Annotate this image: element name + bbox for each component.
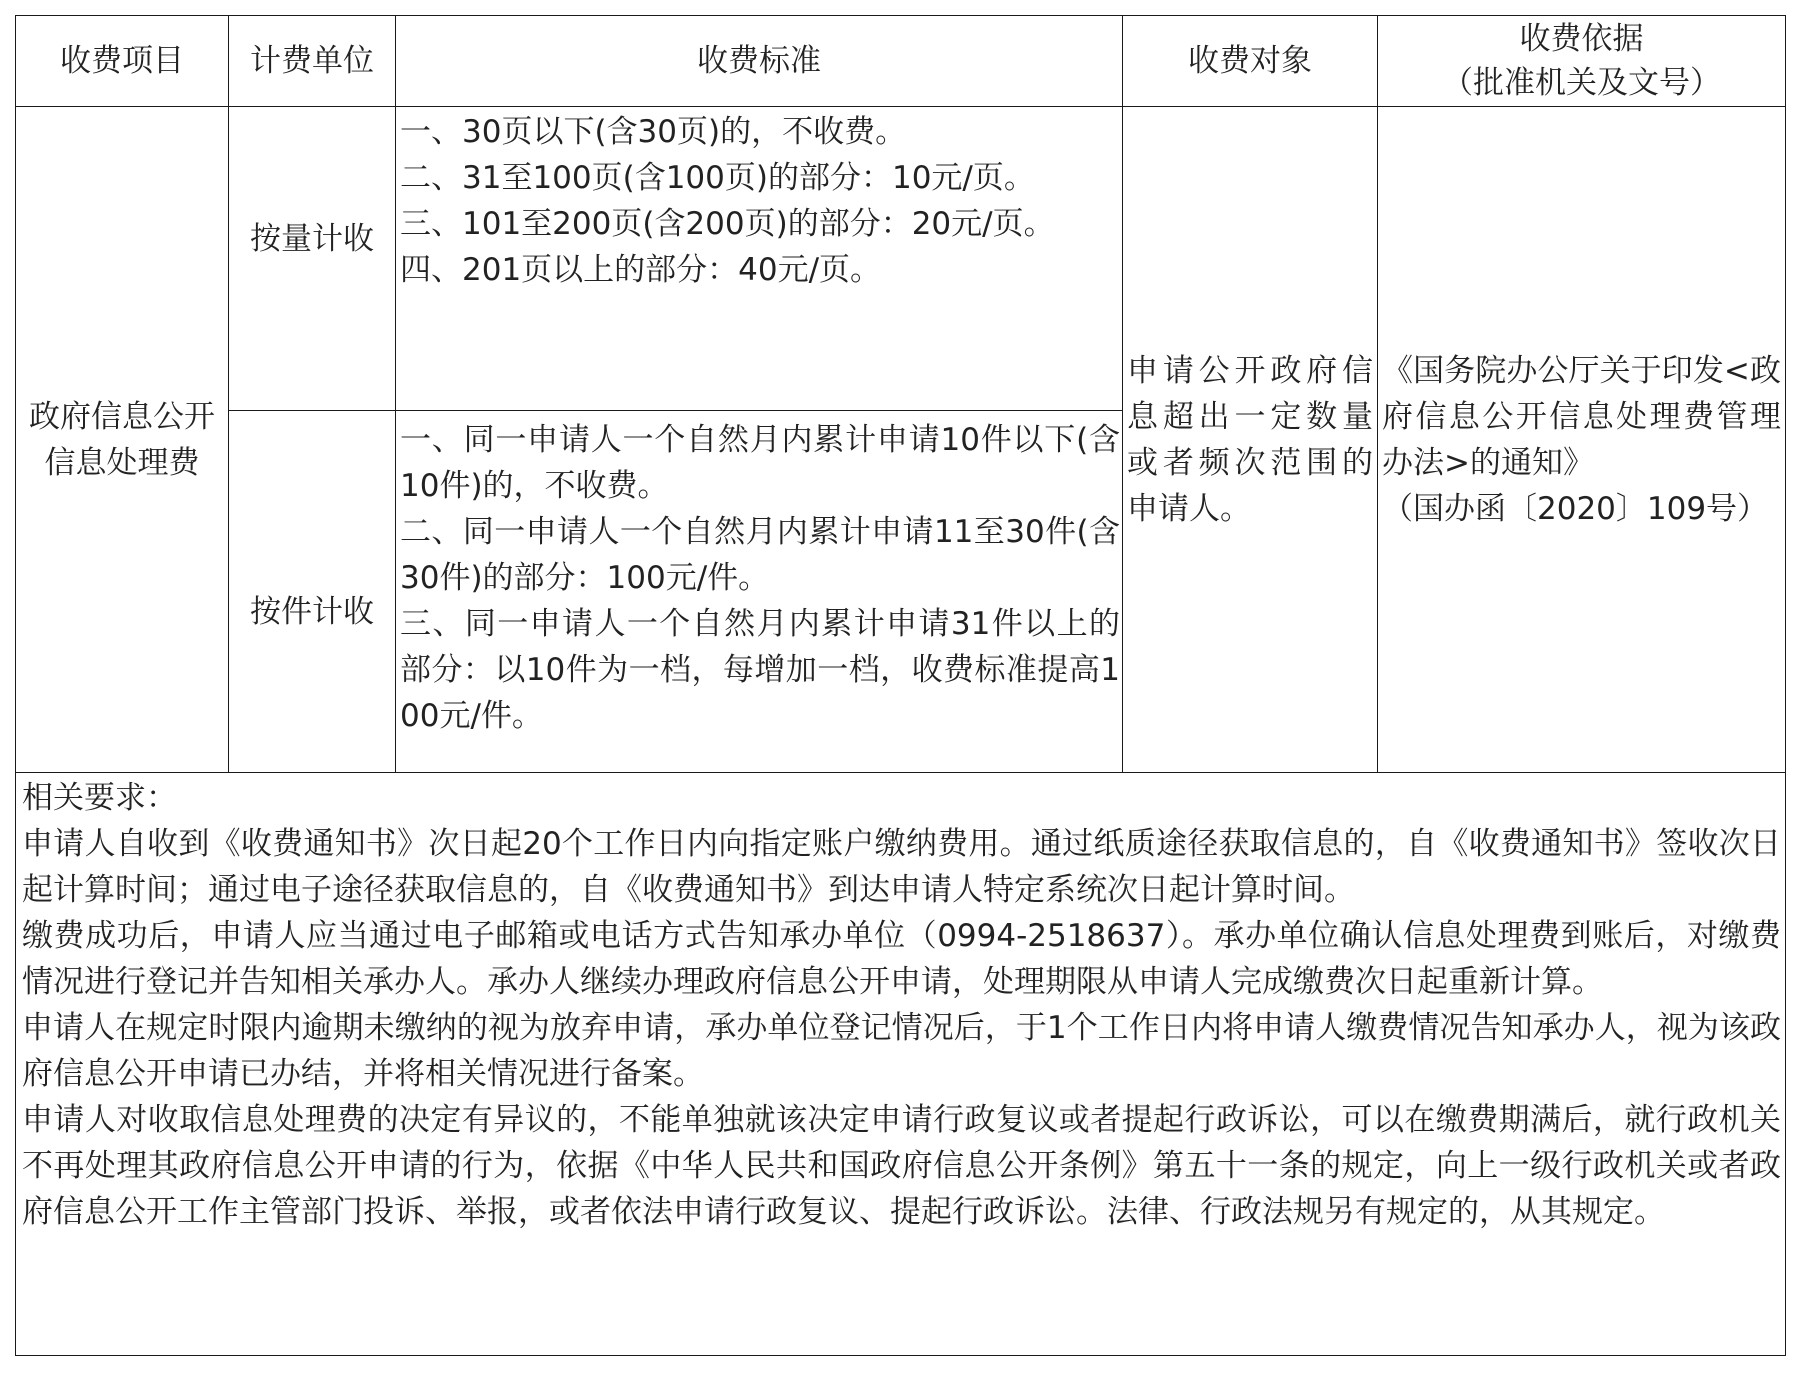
unit-by-count: [229, 411, 396, 773]
standard-by-count: [396, 411, 1123, 773]
fee-target: 申请公开政府信息超出一定数量或者频次范围的申请人。: [1123, 107, 1378, 773]
requirements-heading: 相关要求：: [22, 780, 177, 816]
fee-basis: [1378, 107, 1786, 773]
fee-table: [15, 15, 1786, 1356]
by-volume-row: [16, 107, 1786, 411]
standard-by-volume: [396, 107, 1123, 411]
volume-tier-2: 二、31至100页(含100页)的部分：10元/页。: [400, 160, 1035, 196]
fee-basis-doc-no: （国办函〔2020〕109号）: [1382, 490, 1769, 527]
header-target: 收费对象: [1123, 16, 1378, 107]
fee-item-name-line2: 信息处理费: [44, 444, 200, 481]
volume-tier-1: 一、30页以下(含30页)的，不收费。: [400, 114, 907, 150]
count-tier-3: 三、同一申请人一个自然月内累计申请31件以上的部分：以10件为一档，每增加一档，收费标准提高100元/件。: [400, 606, 1120, 734]
fee-basis-title: 《国务院办公厅关于印发<政府信息公开信息处理费管理办法>的通知》: [1382, 352, 1781, 481]
fee-document: [15, 15, 1786, 1356]
header-basis-title: 收费依据: [1519, 21, 1644, 57]
requirements-paragraph-1: 申请人自收到《收费通知书》次日起20个工作日内向指定账户缴纳费用。通过纸质途径获取信息的，自《收费通知书》签收次日起计算时间；通过电子途径获取信息的，自《收费通知书》到达申请人特定系统次日起计算时间。: [22, 826, 1781, 908]
count-tier-2: 二、同一申请人一个自然月内累计申请11至30件(含30件)的部分：100元/件。: [400, 514, 1120, 596]
volume-tier-3: 三、101至200页(含200页)的部分：20元/页。: [400, 206, 1055, 242]
fee-item-name-line1: 政府信息公开: [29, 398, 215, 435]
count-tier-1: 一、同一申请人一个自然月内累计申请10件以下(含10件)的，不收费。: [400, 422, 1120, 504]
requirements-row: [16, 773, 1786, 1356]
header-row: [16, 16, 1786, 107]
header-unit: 计费单位: [229, 16, 396, 107]
volume-tier-4: 四、201页以上的部分：40元/页。: [400, 252, 882, 288]
requirements-paragraph-4: 申请人对收取信息处理费的决定有异议的，不能单独就该决定申请行政复议或者提起行政诉讼，可以在缴费期满后，就行政机关不再处理其政府信息公开申请的行为，依据《中华人民共和国政府信息公开条例》第五十一条的规定，向上一级行政机关或者政府信息公开工作主管部门投诉、举报，或者依法申请行政复议、提起行政诉讼。法律、行政法规另有规定的，从其规定。: [22, 1102, 1781, 1230]
unit-by-volume-label: 按量计收: [250, 220, 374, 257]
unit-by-count-label: 按件计收: [250, 593, 374, 630]
header-standard: 收费标准: [396, 16, 1123, 107]
header-basis-subtitle: （批准机关及文号）: [1442, 65, 1721, 101]
requirements-paragraph-2: 缴费成功后，申请人应当通过电子邮箱或电话方式告知承办单位（0994-2518637）。承办单位确认信息处理费到账后，对缴费情况进行登记并告知相关承办人。承办人继续办理政府信息公开申请，处理期限从申请人完成缴费次日起重新计算。: [22, 918, 1781, 1000]
unit-by-volume: [229, 107, 396, 411]
requirements-section: [16, 773, 1786, 1356]
header-item: 收费项目: [16, 16, 229, 107]
header-basis: [1378, 16, 1786, 107]
requirements-paragraph-3: 申请人在规定时限内逾期未缴纳的视为放弃申请，承办单位登记情况后，于1个工作日内将申请人缴费情况告知承办人，视为该政府信息公开申请已办结，并将相关情况进行备案。: [22, 1010, 1781, 1092]
fee-item-name: [16, 107, 229, 773]
